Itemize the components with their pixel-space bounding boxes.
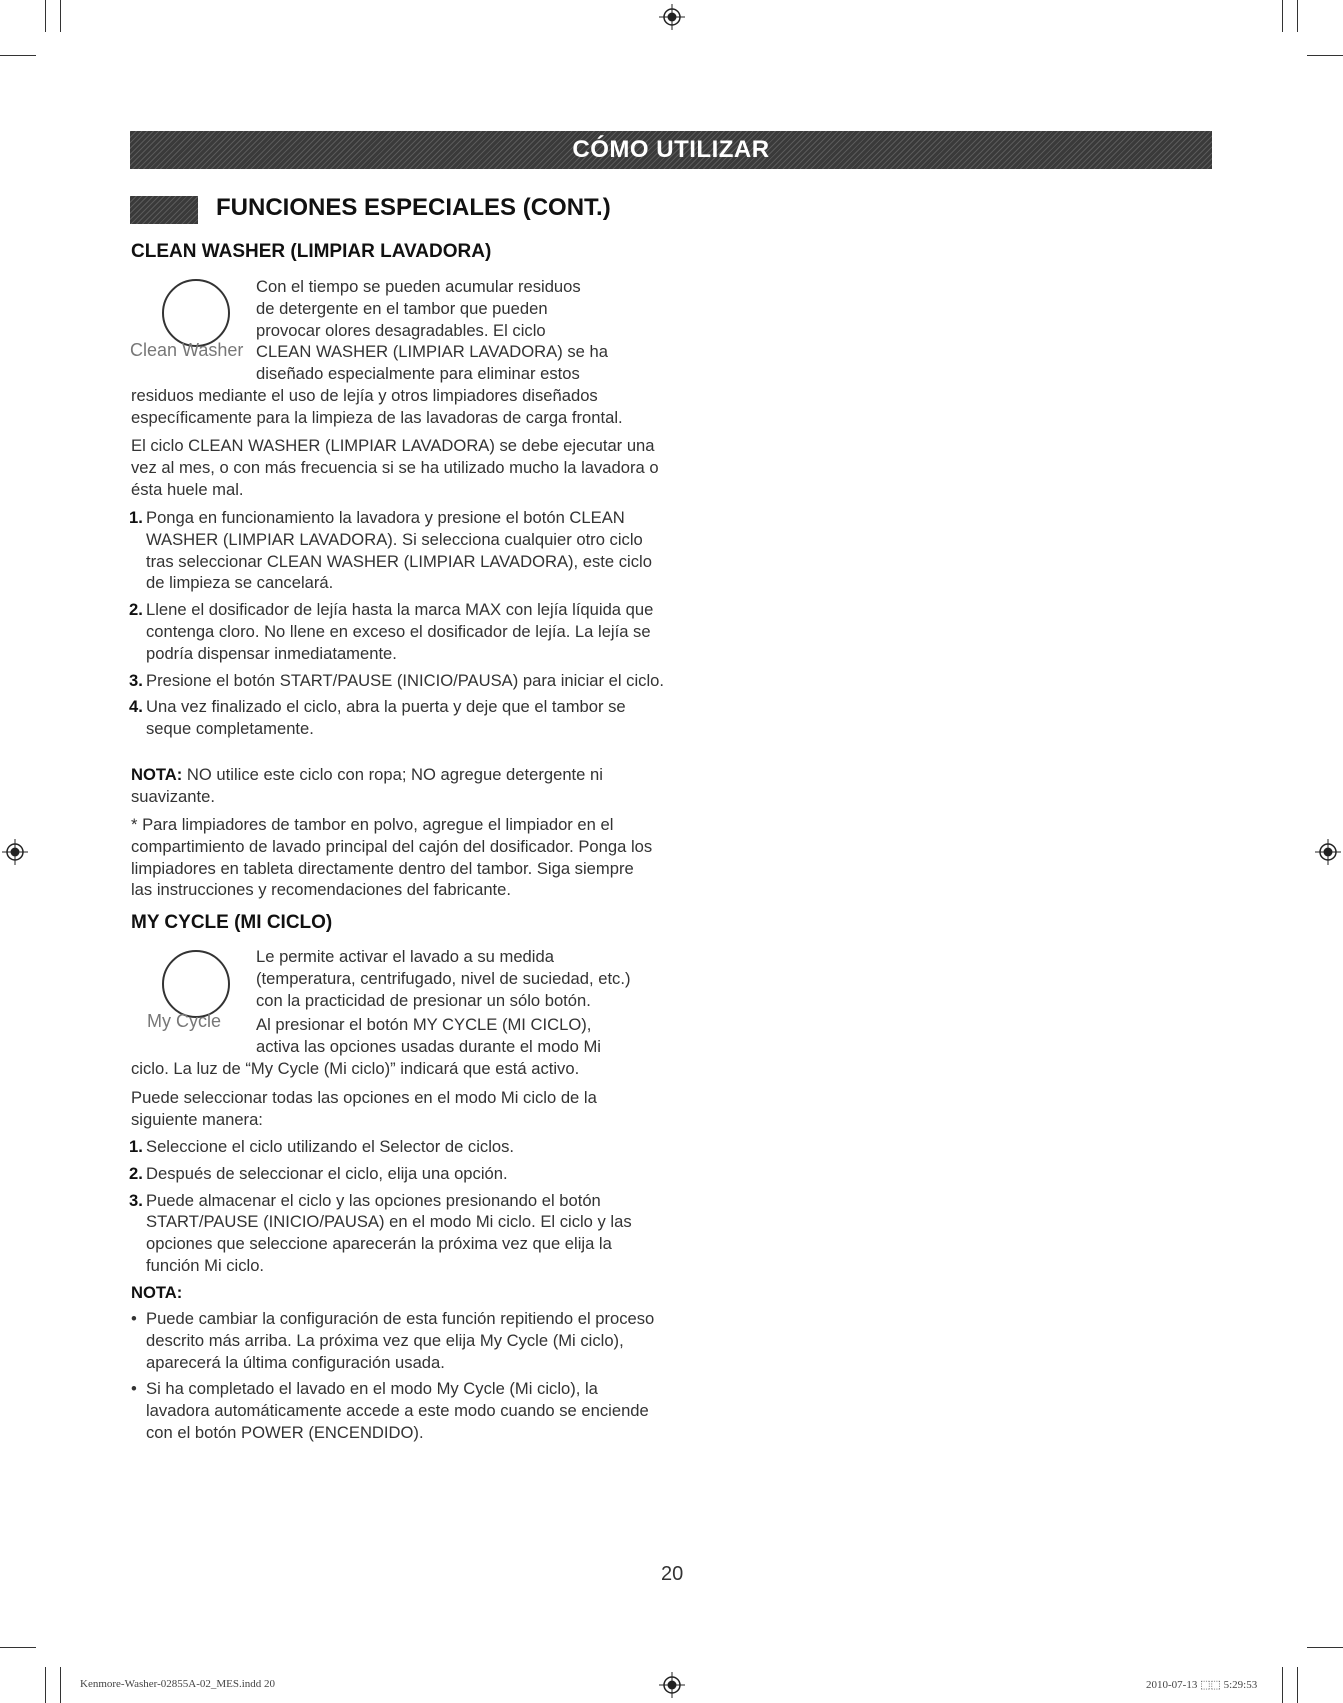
crop-mark bbox=[1282, 0, 1283, 32]
clean-washer-steps bbox=[129, 507, 664, 745]
header-banner bbox=[130, 131, 1212, 169]
crop-mark bbox=[1282, 1667, 1283, 1703]
crop-mark bbox=[0, 1647, 36, 1648]
my-cycle-intro bbox=[256, 946, 676, 1058]
crop-mark bbox=[1297, 0, 1298, 32]
registration-mark-icon bbox=[659, 4, 685, 30]
step-text: Puede almacenar el ciclo y las opciones presionando el botón START/PAUSE (INICIO/PAUSA) en el modo Mi ciclo. El ciclo y las opciones que seleccione aparecerán la próxima vez que elija la función Mi ciclo. bbox=[146, 1190, 632, 1275]
intro-line: de detergente en el tambor que pueden bbox=[256, 298, 548, 318]
crop-mark bbox=[60, 0, 61, 32]
clean-washer-knob-label: Clean Washer bbox=[130, 340, 244, 360]
section-title: FUNCIONES ESPECIALES (CONT.) bbox=[216, 194, 611, 221]
step-number: 3. bbox=[129, 1190, 143, 1210]
list-item bbox=[129, 1190, 664, 1277]
footer-timestamp: 2010-07-13 ⬚⬚ 5:29:53 bbox=[1146, 1679, 1258, 1691]
intro-line: CLEAN WASHER (LIMPIAR LAVADORA) se ha bbox=[256, 342, 608, 362]
crop-mark bbox=[1307, 55, 1343, 56]
note-label: NOTA: bbox=[131, 765, 183, 784]
intro-line: provocar olores desagradables. El ciclo bbox=[256, 320, 546, 340]
list-item bbox=[129, 1136, 664, 1158]
crop-mark bbox=[1297, 1667, 1298, 1703]
intro-line: diseñado especialmente para eliminar estos bbox=[256, 364, 580, 384]
step-text: Una vez finalizado el ciclo, abra la puerta y deje que el tambor se seque completamente. bbox=[146, 697, 626, 739]
intro-line: activa las opciones usadas durante el modo Mi bbox=[256, 1037, 601, 1057]
registration-mark-icon bbox=[1315, 839, 1341, 865]
step-number: 2. bbox=[129, 600, 143, 620]
my-cycle-knob-icon bbox=[162, 950, 230, 1018]
my-cycle-title: MY CYCLE (MI CICLO) bbox=[131, 912, 333, 933]
list-item bbox=[129, 1308, 664, 1373]
list-item bbox=[129, 670, 664, 692]
step-text: Presione el botón START/PAUSE (INICIO/PAUSA) para iniciar el ciclo. bbox=[146, 670, 664, 690]
step-number: 2. bbox=[129, 1163, 143, 1183]
bullet-text: Puede cambiar la configuración de esta función repitiendo el proceso descrito más arriba. La próxima vez que elija My Cycle (Mi ciclo), aparecerá la última configuración usada. bbox=[146, 1309, 655, 1372]
registration-mark-icon bbox=[659, 1672, 685, 1698]
section-marker bbox=[130, 196, 198, 224]
page-number: 20 bbox=[661, 1563, 684, 1585]
my-cycle-note-label bbox=[131, 1282, 182, 1304]
crop-mark bbox=[45, 1667, 46, 1703]
intro-line: Al presionar el botón MY CYCLE (MI CICLO), bbox=[256, 1015, 592, 1035]
list-item bbox=[129, 1163, 664, 1185]
clean-washer-note bbox=[131, 764, 651, 808]
step-number: 4. bbox=[129, 697, 143, 717]
note-label: NOTA: bbox=[131, 1283, 183, 1302]
registration-mark-icon bbox=[2, 839, 28, 865]
step-text: Llene el dosificador de lejía hasta la marca MAX con lejía líquida que contenga cloro. No llene en exceso el dosificador de lejía. La lejía se podría dispensar inmediatamente. bbox=[146, 600, 654, 663]
list-item bbox=[129, 599, 664, 664]
crop-mark bbox=[45, 0, 46, 32]
list-item bbox=[129, 507, 664, 594]
clean-washer-frequency: El ciclo CLEAN WASHER (LIMPIAR LAVADORA) se debe ejecutar una vez al mes, o con más frecuencia si se ha utilizado mucho la lavadora o ésta huele mal. bbox=[131, 436, 659, 499]
my-cycle-steps bbox=[129, 1136, 664, 1282]
bullet-icon: • bbox=[131, 1379, 137, 1399]
step-number: 1. bbox=[129, 508, 143, 527]
list-item bbox=[129, 696, 664, 740]
my-cycle-knob-label: My Cycle bbox=[147, 1011, 222, 1031]
step-number: 3. bbox=[129, 670, 143, 690]
bullet-icon: • bbox=[131, 1309, 137, 1328]
step-number: 1. bbox=[129, 1137, 143, 1156]
clean-washer-title: CLEAN WASHER (LIMPIAR LAVADORA) bbox=[131, 241, 492, 262]
step-text: Después de seleccionar el ciclo, elija una opción. bbox=[146, 1163, 508, 1183]
note-text: NO utilice este ciclo con ropa; NO agregue detergente ni suavizante. bbox=[131, 765, 603, 806]
my-cycle-intro-cont: ciclo. La luz de “My Cycle (Mi ciclo)” indicará que está activo. bbox=[131, 1059, 580, 1078]
clean-washer-intro bbox=[256, 276, 676, 385]
clean-washer-footnote: * Para limpiadores de tambor en polvo, agregue el limpiador en el compartimiento de lavado principal del cajón del dosificador. Ponga los limpiadores en tableta directamente dentro del tambor. Siga siempre las instrucciones y recomendaciones del fabricante. bbox=[131, 815, 653, 900]
intro-line: Con el tiempo se pueden acumular residuos bbox=[256, 277, 581, 296]
clean-washer-intro-cont: residuos mediante el uso de lejía y otros limpiadores diseñados específicamente para la limpieza de las lavadoras de carga frontal. bbox=[131, 386, 623, 427]
step-text: Seleccione el ciclo utilizando el Selector de ciclos. bbox=[146, 1137, 515, 1156]
footer-filename: Kenmore-Washer-02855A-02_MES.indd 20 bbox=[80, 1678, 276, 1690]
banner-title: CÓMO UTILIZAR bbox=[572, 136, 770, 163]
list-item bbox=[129, 1378, 664, 1443]
intro-line: (temperatura, centrifugado, nivel de suciedad, etc.) bbox=[256, 968, 631, 988]
my-cycle-para: Puede seleccionar todas las opciones en el modo Mi ciclo de la siguiente manera: bbox=[131, 1088, 597, 1129]
clean-washer-knob-icon bbox=[162, 279, 230, 347]
intro-line: Le permite activar el lavado a su medida bbox=[256, 947, 554, 966]
crop-mark bbox=[1307, 1647, 1343, 1648]
intro-line: con la practicidad de presionar un sólo botón. bbox=[256, 990, 591, 1010]
my-cycle-note-bullets bbox=[129, 1308, 664, 1449]
crop-mark bbox=[0, 55, 36, 56]
bullet-text: Si ha completado el lavado en el modo My Cycle (Mi ciclo), la lavadora automáticamente accede a este modo cuando se enciende con el botón POWER (ENCENDIDO). bbox=[146, 1379, 649, 1442]
crop-mark bbox=[60, 1667, 61, 1703]
step-text: Ponga en funcionamiento la lavadora y presione el botón CLEAN WASHER (LIMPIAR LAVADORA). Si selecciona cualquier otro ciclo tras seleccionar CLEAN WASHER (LIMPIAR LAVADORA), este ciclo de limpieza se cancelará. bbox=[146, 508, 652, 593]
